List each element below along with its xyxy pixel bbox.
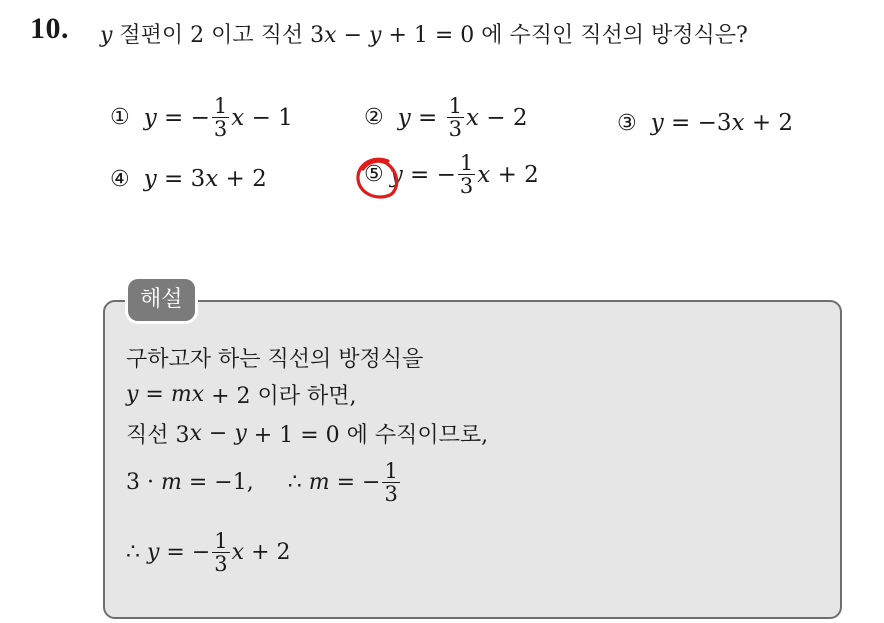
- sol5-therefore: ∴: [126, 540, 140, 566]
- choice-5-var: x: [477, 161, 491, 188]
- choice-1[interactable]: [110, 95, 293, 140]
- solution-line-1: 구하고자 하는 직선의 방정식을: [126, 347, 424, 372]
- choice-3-number: ③: [617, 110, 637, 136]
- question-number: 10.: [30, 12, 69, 45]
- choice-4-number: ④: [110, 166, 130, 192]
- sol3-t3: + 1 = 0 에 수직이므로,: [246, 423, 489, 448]
- sol5-var-x: x: [231, 540, 245, 566]
- sol2-t2: + 2 이라 하면,: [204, 384, 357, 409]
- choice-1-frac-den: 3: [213, 117, 228, 142]
- sol4-var-m: m: [160, 470, 182, 496]
- sol4-frac-den: 3: [384, 482, 398, 507]
- solution-line-4: [126, 460, 402, 505]
- choice-2-var: x: [466, 104, 479, 131]
- choice-5-frac-num: 1: [459, 151, 474, 175]
- sol3-t2: −: [201, 421, 235, 446]
- choice-3-lhs: y: [650, 110, 664, 136]
- choice-4-lhs: y: [143, 166, 157, 192]
- choice-5-frac-den: 3: [459, 174, 474, 199]
- choice-2-fraction: [447, 95, 464, 140]
- choice-1-lhs: y: [143, 104, 157, 131]
- sol2-var-y: y: [126, 382, 139, 407]
- choice-1-rest: − 1: [244, 104, 293, 131]
- sol4-t1: 3 ·: [126, 470, 161, 496]
- choice-2-frac-num: 1: [448, 94, 463, 118]
- sol4-frac-num: 1: [384, 459, 398, 483]
- choice-5-rest: + 2: [490, 161, 539, 188]
- choice-2-number: ②: [364, 105, 384, 131]
- choice-1-var: x: [231, 104, 245, 131]
- choice-2-lhs: y: [397, 104, 411, 131]
- sol4-fraction: [382, 460, 399, 505]
- choice-3-eq: = −3: [663, 110, 732, 136]
- choice-2[interactable]: [364, 95, 528, 140]
- choice-4-var: x: [205, 166, 219, 192]
- question-text: [100, 18, 748, 49]
- sol4-t2: = −1,: [181, 470, 254, 496]
- sol2-t1: =: [138, 382, 171, 407]
- sol5-frac-den: 3: [214, 552, 228, 577]
- choice-2-eq: =: [410, 104, 445, 131]
- question-var-x: x: [324, 23, 337, 48]
- choice-1-number: ①: [110, 105, 130, 131]
- choice-2-frac-den: 3: [448, 117, 463, 142]
- choice-4-eq: = 3: [156, 166, 206, 192]
- question-text-c: + 1 = 0 에 수직인 직선의 방정식은?: [381, 23, 748, 48]
- solution-line-2: [126, 379, 357, 410]
- question-text-b: −: [336, 23, 370, 48]
- choice-4-rest: + 2: [218, 166, 267, 192]
- question-var-y: y: [100, 23, 113, 48]
- choice-2-rest: − 2: [479, 104, 528, 131]
- sol3-var-y: y: [234, 421, 247, 446]
- sol4-therefore: ∴: [287, 470, 302, 496]
- solution-line-5: [126, 530, 291, 575]
- choice-5-lhs: y: [389, 161, 403, 188]
- choice-3-rest: + 2: [744, 110, 794, 136]
- sol4-t3: = −: [329, 470, 381, 496]
- choice-3-var: x: [731, 110, 745, 136]
- question-var-y2: y: [369, 23, 382, 48]
- choice-1-eq: = −: [156, 104, 210, 131]
- question-text-a: 절편이 2 이고 직선 3: [112, 23, 325, 48]
- choice-1-fraction: [212, 95, 229, 140]
- sol2-var-mx: mx: [170, 382, 205, 407]
- choice-4[interactable]: [110, 166, 267, 192]
- sol5-var-y: y: [147, 540, 160, 566]
- sol5-fraction: [212, 530, 229, 575]
- choice-1-frac-num: 1: [213, 94, 228, 118]
- solution-line-3: [126, 418, 488, 449]
- sol3-var-x: x: [189, 421, 202, 446]
- choice-3[interactable]: [617, 110, 793, 136]
- choice-5-number: ⑤: [364, 162, 384, 188]
- sol3-t1: 직선 3: [126, 423, 190, 448]
- answer-circle-mark: [352, 153, 402, 203]
- sol5-t2: + 2: [244, 540, 291, 566]
- sol5-frac-num: 1: [214, 529, 228, 553]
- sol4-var-m2: m: [308, 470, 330, 496]
- solution-tab-label: 해설: [128, 279, 195, 321]
- choice-5-eq: = −: [402, 161, 456, 188]
- sol5-t1: = −: [159, 540, 211, 566]
- choice-5-fraction: [458, 152, 475, 197]
